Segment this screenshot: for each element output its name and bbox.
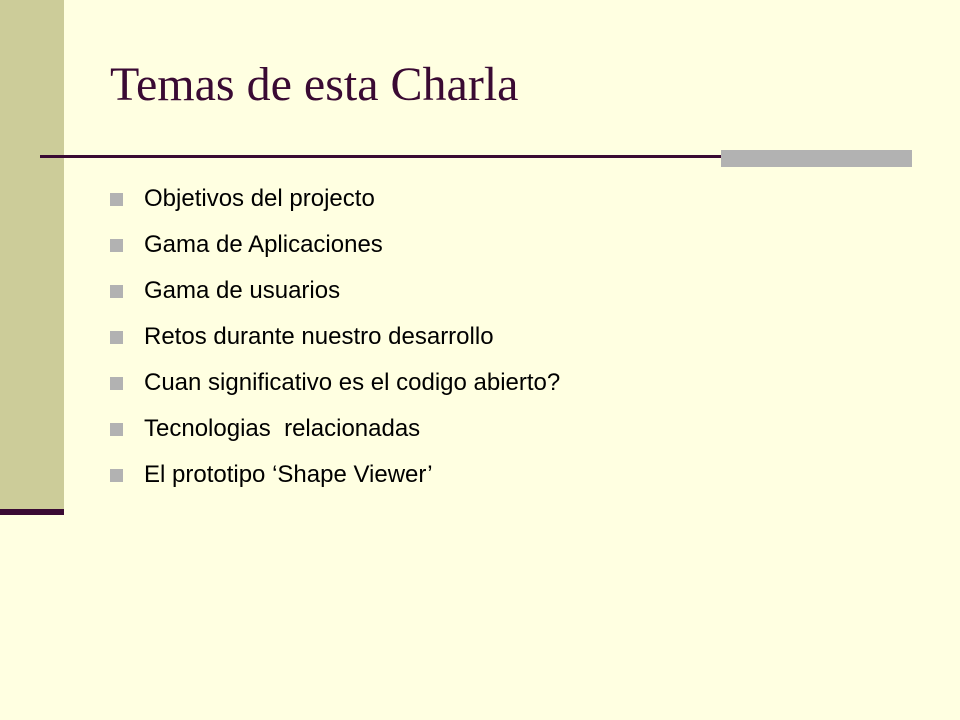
square-bullet-icon <box>110 239 123 252</box>
square-bullet-icon <box>110 377 123 390</box>
square-bullet-icon <box>110 285 123 298</box>
bullet-text: Cuan significativo es el codigo abierto? <box>144 369 561 396</box>
slide-title: Temas de esta Charla <box>110 58 519 111</box>
bullet-text: Gama de Aplicaciones <box>144 231 383 258</box>
bullet-item <box>110 222 560 268</box>
bullet-item <box>110 452 560 498</box>
square-bullet-icon <box>110 469 123 482</box>
bullet-text: Objetivos del projecto <box>144 185 375 212</box>
bullet-text: El prototipo ‘Shape Viewer’ <box>144 461 433 488</box>
bullet-list <box>110 176 560 498</box>
side-band <box>0 0 64 511</box>
bullet-text: Retos durante nuestro desarrollo <box>144 323 494 350</box>
square-bullet-icon <box>110 423 123 436</box>
bullet-item <box>110 406 560 452</box>
bullet-item <box>110 268 560 314</box>
bullet-text: Gama de usuarios <box>144 277 341 304</box>
square-bullet-icon <box>110 193 123 206</box>
side-band-rule <box>0 509 64 515</box>
bullet-item <box>110 176 560 222</box>
bullet-text: Tecnologias relacionadas <box>144 415 421 442</box>
bullet-item <box>110 314 560 360</box>
title-underline-accent <box>721 150 912 167</box>
square-bullet-icon <box>110 331 123 344</box>
bullet-item <box>110 360 560 406</box>
